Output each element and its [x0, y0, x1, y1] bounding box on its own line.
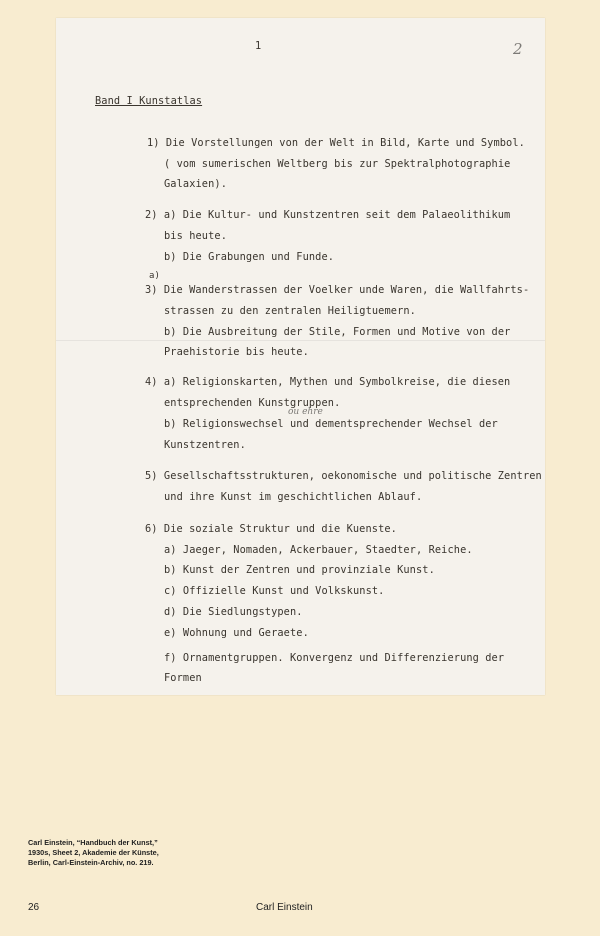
handwritten-annotation: ou ehre — [288, 407, 323, 417]
line-4: 2) a) Die Kultur- und Kunstzentren seit dem Palaeolithikum — [145, 209, 511, 221]
line-20: b) Kunst der Zentren und provinziale Kunst. — [164, 564, 435, 576]
line-15: Kunstzentren. — [164, 439, 246, 451]
line-17: und ihre Kunst im geschichtlichen Ablauf. — [164, 491, 423, 503]
line-6: b) Die Grabungen und Funde. — [164, 251, 335, 263]
heading: Band I Kunstatlas — [95, 95, 203, 107]
figure-caption — [28, 838, 248, 868]
paper-fold — [56, 340, 545, 341]
typed-page-number: 1 — [255, 40, 262, 52]
line-23: e) Wohnung und Geraete. — [164, 627, 309, 639]
line-21: c) Offizielle Kunst und Volkskunst. — [164, 585, 385, 597]
line-9: strassen zu den zentralen Heiligtuemern. — [164, 305, 416, 317]
line-16: 5) Gesellschaftsstrukturen, oekonomische und politische Zentren — [145, 470, 542, 482]
line-7: a) — [149, 271, 161, 281]
line-3: Galaxien). — [164, 178, 227, 190]
line-5: bis heute. — [164, 230, 227, 242]
line-11: Praehistorie bis heute. — [164, 346, 309, 358]
line-14: b) Religionswechsel und dementsprechender Wechsel der — [164, 418, 498, 430]
line-19: a) Jaeger, Nomaden, Ackerbauer, Staedter, Reiche. — [164, 544, 473, 556]
line-2: ( vom sumerischen Weltberg bis zur Spektralphotographie — [164, 158, 511, 170]
line-8: 3) Die Wanderstrassen der Voelker unde Waren, die Wallfahrts- — [145, 284, 530, 296]
line-10: b) Die Ausbreitung der Stile, Formen und Motive von der — [164, 326, 511, 338]
handwritten-page-number: 2 — [513, 40, 523, 58]
running-title: Carl Einstein — [256, 902, 313, 913]
line-1: 1) Die Vorstellungen von der Welt in Bild, Karte und Symbol. — [147, 137, 525, 149]
line-22: d) Die Siedlungstypen. — [164, 606, 303, 618]
line-18: 6) Die soziale Struktur und die Kuenste. — [145, 523, 397, 535]
typewritten-sheet — [56, 18, 545, 695]
line-24: f) Ornamentgruppen. Konvergenz und Differenzierung der Formen — [164, 652, 505, 684]
caption-line-3: Berlin, Carl-Einstein-Archiv, no. 219. — [28, 858, 154, 867]
caption-line-1: Carl Einstein, “Handbuch der Kunst,” — [28, 838, 158, 847]
line-12: 4) a) Religionskarten, Mythen und Symbolkreise, die diesen — [145, 376, 511, 388]
page-number: 26 — [28, 902, 40, 913]
caption-line-2: 1930s, Sheet 2, Akademie der Künste, — [28, 848, 159, 857]
line-13: entsprechenden Kunstgruppen. — [164, 397, 341, 409]
